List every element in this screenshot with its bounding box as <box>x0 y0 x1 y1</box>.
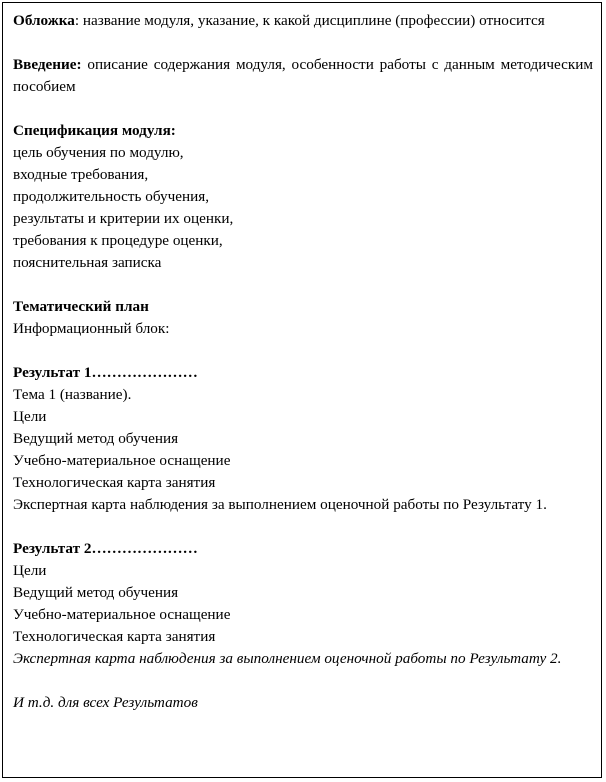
result2-item: Учебно-материальное оснащение <box>13 606 231 623</box>
spacer <box>13 274 593 296</box>
result2-item: Ведущий метод обучения <box>13 584 179 601</box>
spec-item: пояснительная записка <box>13 254 162 271</box>
spec-item: результаты и критерии их оценки, <box>13 210 234 227</box>
plan-info: Информационный блок: <box>13 320 170 337</box>
result1-item: Технологическая карта занятия <box>13 474 216 491</box>
result2-title: Результат 2………………… <box>13 540 198 557</box>
footer-note: И т.д. для всех Результатов <box>13 694 198 711</box>
result2-item: Технологическая карта занятия <box>13 628 216 645</box>
spacer <box>13 516 593 538</box>
spacer <box>13 340 593 362</box>
spacer <box>13 98 593 120</box>
result1-item: Цели <box>13 408 47 425</box>
result1-title: Результат 1………………… <box>13 364 198 381</box>
result1-item: Тема 1 (название). <box>13 386 132 403</box>
cover-label: Обложка <box>13 12 75 29</box>
spec-item: продолжительность обучения, <box>13 188 210 205</box>
spec-item: требования к процедуре оценки, <box>13 232 223 249</box>
result2-item: Цели <box>13 562 47 579</box>
spacer <box>13 32 593 54</box>
plan-title: Тематический план <box>13 298 149 315</box>
result1-item: Ведущий метод обучения <box>13 430 179 447</box>
spec-item: цель обучения по модулю, <box>13 144 184 161</box>
intro-label: Введение: <box>13 56 82 73</box>
cover-text: : название модуля, указание, к какой дисциплине (профессии) относится <box>74 12 545 29</box>
spec-item: входные требования, <box>13 166 149 183</box>
cover-paragraph <box>13 10 593 32</box>
spacer <box>13 670 593 692</box>
result2-expert: Экспертная карта наблюдения за выполнением оценочной работы по Результату 2. <box>13 650 562 667</box>
intro-paragraph <box>13 54 593 98</box>
result1-item: Учебно-материальное оснащение <box>13 452 231 469</box>
document-frame <box>2 2 602 778</box>
spec-title: Спецификация модуля: <box>13 122 176 139</box>
intro-text: описание содержания модуля, особенности работы с данным методическим пособием <box>13 56 593 95</box>
result1-expert: Экспертная карта наблюдения за выполнением оценочной работы по Результату 1. <box>13 496 547 513</box>
